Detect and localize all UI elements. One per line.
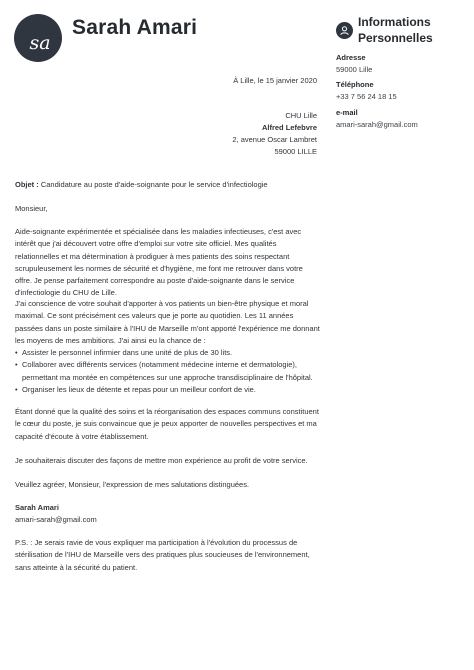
- object-label: Objet :: [15, 180, 39, 189]
- paragraph-intro: Aide-soignante expérimentée et spécialisée dans les maladies infectieuses, c'est avec intérêt que j'ai découvert votre offre d'emploi sur votre site officiel. Mes qualités relationnelles et ma détermination à prodiguer à mes patients des soins respectant scrupuleusement les normes de sécurité et d'hygiène, me font me retrouver dans votre offre. Je pense parfaitement correspondre au poste d'aide-soignante dans le service d'infectiologie du CHU de Lille.: [15, 227, 303, 298]
- signature-email[interactable]: amari-sarah@gmail.com: [15, 515, 97, 525]
- recipient-city: 59000 LILLE: [274, 147, 317, 156]
- signature-block: [15, 502, 320, 527]
- achievements-list: [15, 347, 320, 396]
- applicant-name: Sarah Amari: [72, 16, 198, 39]
- list-item: • Collaborer avec différents services (notamment médecine interne et dermatologie), permettant ma montée en compétences sur une approche transdisciplinaire de l'hôpital.: [15, 359, 320, 384]
- postscript: P.S. : Je serais ravie de vous expliquer ma participation à l'évolution du processus de stérilisation de l'IHU de Marseille vers des pratiques plus soucieuses de l'environnement, sans atteinte à la sécurité du patient.: [15, 538, 310, 572]
- paragraph-discussion: Je souhaiterais discuter des façons de mettre mon expérience au profit de votre service.: [15, 456, 308, 465]
- paragraph-experience: [15, 298, 320, 396]
- user-icon: [336, 22, 353, 39]
- recipient-street: 2, avenue Oscar Lambret: [232, 135, 317, 144]
- email-label: e-mail: [336, 108, 358, 117]
- address-value: 59000 Lille: [336, 65, 373, 74]
- recipient-block: [232, 110, 317, 158]
- object-text: Candidature au poste d'aide-soignante pour le service d'infectiologie: [40, 180, 268, 189]
- list-item: • Assister le personnel infirmier dans une unité de plus de 30 lits.: [15, 347, 320, 359]
- signature-name: Sarah Amari: [15, 503, 59, 512]
- avatar: [14, 14, 62, 62]
- list-item: • Organiser les lieux de détente et repas pour un meilleur confort de vie.: [15, 384, 320, 396]
- email-value[interactable]: amari-sarah@gmail.com: [336, 120, 418, 129]
- avatar-initials: sa: [29, 32, 51, 54]
- paragraph-experience-text: J'ai conscience de votre souhait d'apporter à vos patients un bien-être physique et moral maximal. Ce sont précisément ces valeurs que je porte au quotidien. Les 11 années passées dans un poste similaire à l'IHU de Marseille m'ont apporté l'expérience me donnant les moyens de mes ambitions. J'ai ainsi eu la chance de :: [15, 299, 320, 345]
- recipient-org: CHU Lille: [285, 111, 317, 120]
- email-block: [336, 107, 418, 131]
- sidebar-title: Informations Personnelles: [358, 15, 433, 45]
- recipient-name: Alfred Lefebvre: [261, 123, 317, 132]
- greeting: Monsieur,: [15, 204, 48, 213]
- paragraph-motivation: Étant donné que la qualité des soins et la réorganisation des espaces communs constituent le cœur du poste, je suis convaincue que je peux apporter de nouvelles perspectives et ma capacité d'écoute à votre établissement.: [15, 407, 319, 441]
- address-block: [336, 52, 372, 76]
- phone-value: +33 7 56 24 18 15: [336, 92, 397, 101]
- phone-block: [336, 79, 397, 103]
- phone-label: Téléphone: [336, 80, 374, 89]
- paragraph-closing: Veuillez agréer, Monsieur, l'expression de mes salutations distinguées.: [15, 480, 250, 489]
- address-label: Adresse: [336, 53, 366, 62]
- letter-date: À Lille, le 15 janvier 2020: [233, 76, 317, 85]
- letter-object: [15, 179, 320, 191]
